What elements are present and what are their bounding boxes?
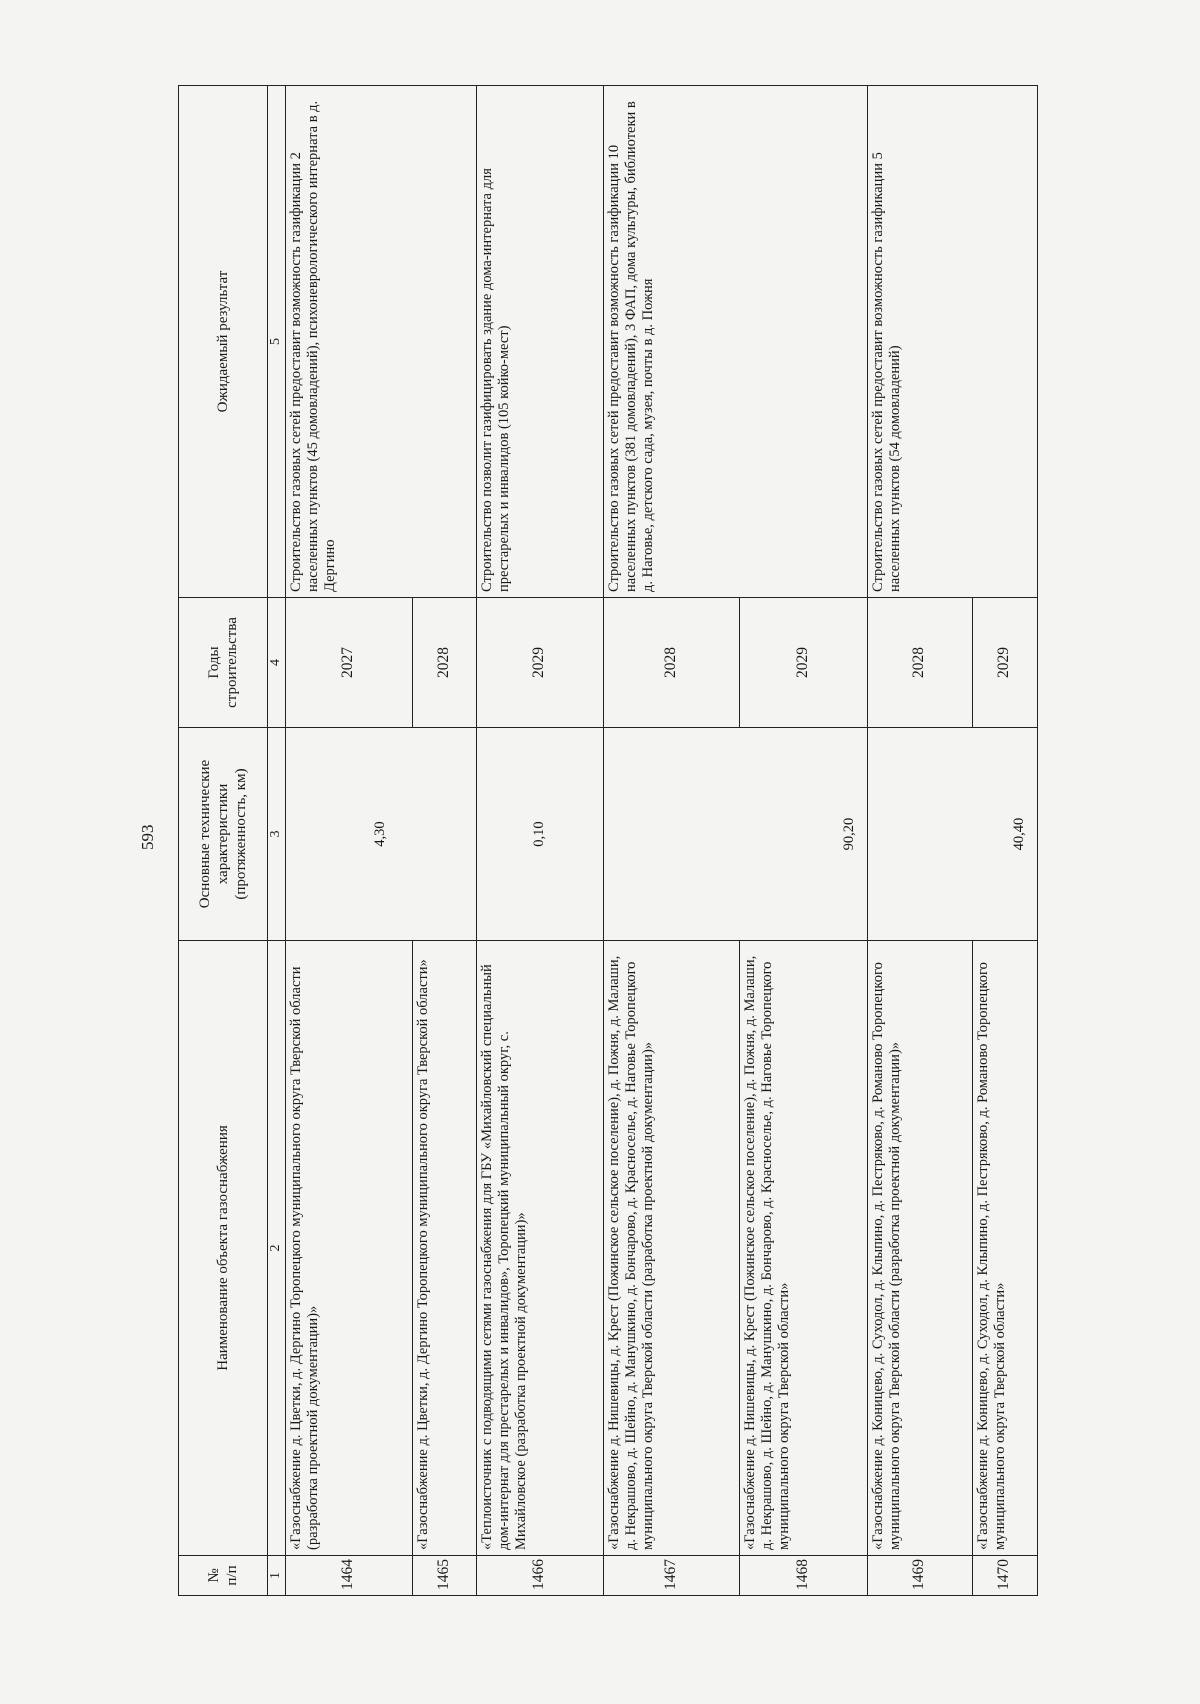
- expected-result: Строительство газовых сетей предоставит возможность газификации 10 населенных пунктов (381 домовладений), 3 ФАП, дома культуры, библиотеки в д. Наговье, детского сада, музея, почты в д. Пожня: [603, 86, 867, 598]
- expected-result: Строительство позволит газифицировать здание дома-интерната для престарелых и инвалидов (105 койко-мест): [476, 86, 603, 598]
- header-row: [179, 86, 268, 1596]
- header-years: Годы строительства: [179, 598, 268, 728]
- table-row: [285, 86, 412, 1596]
- object-name: «Газоснабжение д. Цветки, д. Дергино Торопецкого муниципального округа Тверской области»: [412, 941, 476, 1556]
- row-number: 1465: [412, 1556, 476, 1596]
- rotated-table-container: [178, 86, 1026, 1596]
- header-name: Наименование объекта газоснабжения: [179, 941, 268, 1556]
- column-number-row: [268, 86, 286, 1596]
- object-name: «Газоснабжение д. Нишевицы, д. Крест (Пожинское сельское поселение), д. Пожня, д. Малаши, д. Некрашово, д. Шейно, д. Манушкино, д. Бончарово, д. Красноселье, д. Наговье Торопецкого муниципального округа Тверской области (разработка проектной документации)»: [603, 941, 739, 1556]
- object-name: «Газоснабжение д. Цветки, д. Дергино Торопецкого муниципального округа Тверской области (разработка проектной документации)»: [285, 941, 412, 1556]
- construction-year: 2028: [867, 598, 972, 728]
- construction-year: 2028: [603, 598, 739, 728]
- column-number: 3: [268, 728, 286, 941]
- column-number: 2: [268, 941, 286, 1556]
- construction-year: 2029: [476, 598, 603, 728]
- expected-result: Строительство газовых сетей предоставит возможность газификации 2 населенных пунктов (45 домовладений), психоневрологического интерната в д. Дергино: [285, 86, 476, 598]
- row-number: 1466: [476, 1556, 603, 1596]
- object-name: «Газоснабжение д. Нишевицы, д. Крест (Пожинское сельское поселение), д. Пожня, д. Малаши, д. Некрашово, д. Шейно, д. Манушкино, д. Бончарово, д. Красноселье, д. Наговье Торопецкого муниципального округа Тверской области»: [739, 941, 867, 1556]
- table-row: [476, 86, 603, 1596]
- expected-result: Строительство газовых сетей предоставит возможность газификации 5 населенных пунктов (54 домовладений): [867, 86, 1037, 598]
- object-name: «Газоснабжение д. Коницево, д. Суходол, д. Клыпино, д. Пестряково, д. Романово Торопецкого муниципального округа Тверской области (разработка проектной документации)»: [867, 941, 972, 1556]
- header-tech: Основные технические характеристики (протяженность, км): [179, 728, 268, 941]
- tech-length: 4,30: [285, 728, 476, 941]
- tech-length: 40,40: [867, 728, 1037, 941]
- row-number: 1467: [603, 1556, 739, 1596]
- table-row: [603, 86, 739, 1596]
- row-number: 1469: [867, 1556, 972, 1596]
- construction-year: 2027: [285, 598, 412, 728]
- object-name: «Газоснабжение д. Коницево, д. Суходол, д. Клыпино, д. Пестряково, д. Романово Торопецкого муниципального округа Тверской области»: [972, 941, 1037, 1556]
- column-number: 4: [268, 598, 286, 728]
- header-num: № п/п: [179, 1556, 268, 1596]
- gas-supply-table: [178, 85, 1038, 1596]
- header-result: Ожидаемый результат: [179, 86, 268, 598]
- tech-length: 90,20: [603, 728, 867, 941]
- column-number: 1: [268, 1556, 286, 1596]
- construction-year: 2028: [412, 598, 476, 728]
- construction-year: 2029: [739, 598, 867, 728]
- tech-length: 0,10: [476, 728, 603, 941]
- object-name: «Теплоисточник с подводящими сетями газоснабжения для ГБУ «Михайловский специальный дом-интернат для престарелых и инвалидов», Торопецкий муниципальный округ, с. Михайловское (разработка проектной документации)»: [476, 941, 603, 1556]
- row-number: 1464: [285, 1556, 412, 1596]
- table-row: [867, 86, 972, 1596]
- construction-year: 2029: [972, 598, 1037, 728]
- column-number: 5: [268, 86, 286, 598]
- page-number: 593: [138, 824, 157, 850]
- row-number: 1470: [972, 1556, 1037, 1596]
- row-number: 1468: [739, 1556, 867, 1596]
